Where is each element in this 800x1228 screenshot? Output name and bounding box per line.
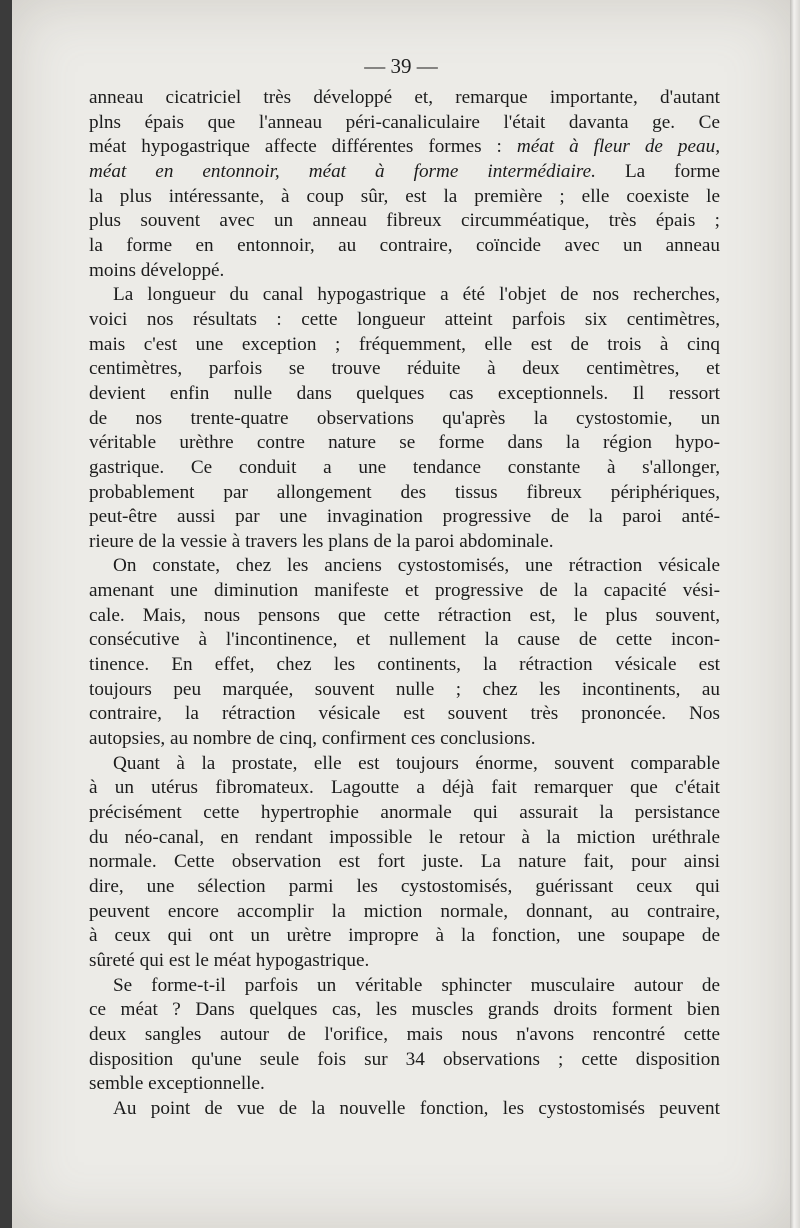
text-line: la forme en entonnoir, au contraire, coïncide avec un anneau (89, 234, 720, 256)
text-line: Se forme-t-il parfois un véritable sphincter musculaire autour de (113, 974, 720, 996)
text-line: voici nos résultats : cette longueur atteint parfois six centimètres, (89, 308, 720, 330)
text-line (89, 160, 720, 185)
text-line: On constate, chez les anciens cystostomisés, une rétraction vésicale (113, 555, 720, 577)
text-line: gastrique. Ce conduit a une tendance constante à s'allonger, (89, 456, 720, 478)
text-line: disposition qu'une seule fois sur 34 observations ; cette disposition (89, 1048, 720, 1070)
page-number: — 39 — (364, 54, 438, 78)
text-segment: méat hypogastrique affecte différentes formes : (89, 136, 502, 158)
text-line: centimètres, parfois se trouve réduite à deux centimètres, et (89, 358, 720, 380)
text-line: devient enfin nulle dans quelques cas exceptionnels. Il ressort (89, 382, 720, 404)
text-line: toujours peu marquée, souvent nulle ; chez les incontinents, au (89, 678, 720, 700)
text-line: sûreté qui est le méat hypogastrique. (89, 949, 370, 971)
text-line: ce méat ? Dans quelques cas, les muscles grands droits forment bien (89, 999, 720, 1021)
text-line: tinence. En effet, chez les continents, la rétraction vésicale est (89, 654, 720, 676)
text-line: plns épais que l'anneau péri-canaliculaire l'était davanta ge. Ce (89, 111, 720, 133)
text-line: à ceux qui ont un urètre impropre à la fonction, une soupape de (89, 925, 720, 947)
text-line: La longueur du canal hypogastrique a été l'objet de nos recherches, (113, 284, 720, 306)
text-line: de nos trente-quatre observations qu'après la cystostomie, un (89, 407, 720, 429)
text-line: anneau cicatriciel très développé et, remarque importante, d'autant (89, 87, 720, 108)
text-line: consécutive à l'incontinence, et nullement la cause de cette incon- (89, 629, 720, 651)
text-segment: La forme (624, 160, 720, 182)
text-line (89, 135, 720, 160)
italic-term: méat à fleur de peau, (516, 136, 720, 158)
text-line: deux sangles autour de l'orifice, mais nous n'avons rencontré cette (89, 1023, 720, 1045)
text-line: probablement par allongement des tissus fibreux périphériques, (89, 481, 720, 503)
text-line: peut-être aussi par une invagination progressive de la paroi anté- (89, 506, 720, 528)
text-line: peuvent encore accomplir la miction normale, donnant, au contraire, (89, 900, 720, 922)
text-line: Au point de vue de la nouvelle fonction, les cystostomisés peuvent (113, 1097, 720, 1119)
text-line: mais c'est une exception ; fréquemment, elle est de trois à cinq (89, 333, 720, 355)
text-line: la plus intéressante, à coup sûr, est la première ; elle coexiste le (89, 185, 720, 207)
text-line: à un utérus fibromateux. Lagoutte a déjà fait remarquer que c'était (89, 777, 720, 799)
text-line: moins développé. (89, 259, 225, 281)
body-text (89, 86, 720, 1122)
text-line: amenant une diminution manifeste et progressive de la capacité vési- (89, 580, 720, 602)
text-line: autopsies, au nombre de cinq, confirment ces conclusions. (89, 728, 536, 750)
text-line: plus souvent avec un anneau fibreux circumméatique, très épais ; (89, 210, 720, 232)
text-line: cale. Mais, nous pensons que cette rétraction est, le plus souvent, (89, 604, 720, 626)
text-line: précisément cette hypertrophie anormale qui assurait la persistance (89, 802, 720, 824)
italic-term: méat en entonnoir, méat à forme intermédiaire. (89, 160, 596, 182)
book-page (12, 0, 790, 1228)
text-line: du néo-canal, en rendant impossible le retour à la miction uréthrale (89, 826, 720, 848)
text-line: véritable urèthre contre nature se forme dans la région hypo- (89, 432, 720, 454)
text-line: Quant à la prostate, elle est toujours énorme, souvent comparable (113, 752, 720, 774)
text-line: normale. Cette observation est fort juste. La nature fait, pour ainsi (89, 851, 720, 873)
text-line: rieure de la vessie à travers les plans de la paroi abdominale. (89, 530, 554, 552)
text-line: semble exceptionnelle. (89, 1073, 265, 1095)
text-line: dire, une sélection parmi les cystostomisés, guérissant ceux qui (89, 876, 720, 897)
page-edge (790, 0, 800, 1228)
text-line: contraire, la rétraction vésicale est souvent très prononcée. Nos (89, 703, 720, 725)
